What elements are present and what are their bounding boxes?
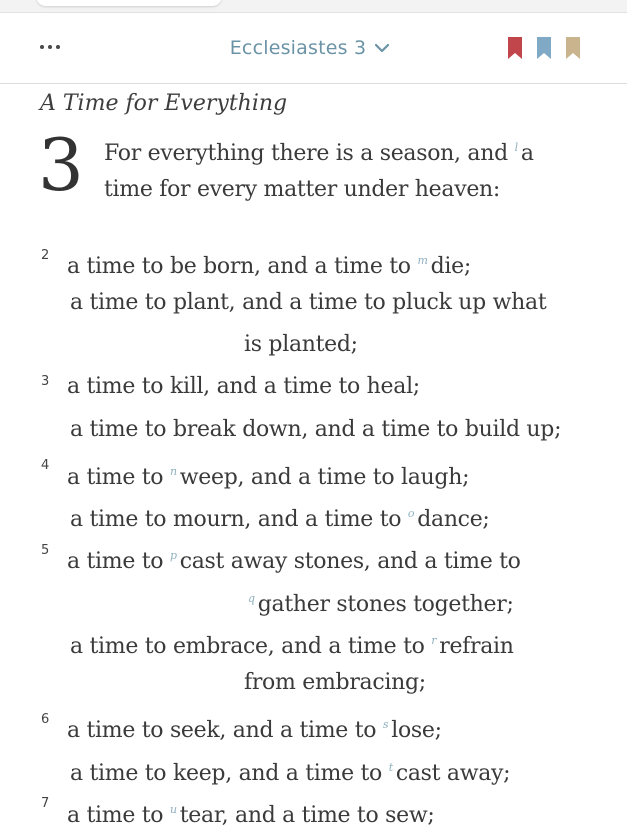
- more-options-button[interactable]: [40, 35, 70, 59]
- footnote-marker[interactable]: q: [248, 592, 255, 605]
- verse-1-line-1: [104, 133, 534, 169]
- verse-text: die;: [430, 254, 471, 279]
- footnote-marker[interactable]: s: [382, 718, 389, 731]
- verse-5-line-2: [248, 584, 514, 620]
- verse-text: refrain: [439, 634, 514, 659]
- verse-text: cast away;: [395, 761, 511, 786]
- verse-text: a: [520, 141, 534, 166]
- verse-text: a time to: [67, 803, 170, 828]
- verse-6-line-2: [70, 753, 510, 789]
- more-dot: [48, 45, 52, 49]
- verse-text: a time to: [67, 465, 170, 490]
- chevron-down-icon: [374, 40, 390, 56]
- chapter-label: Ecclesiastes 3: [229, 37, 367, 59]
- verse-text: a time to: [67, 549, 170, 574]
- more-dot: [56, 45, 60, 49]
- verse-5-line-4: from embracing;: [244, 670, 426, 695]
- verse-text: a time to seek, and a time to: [67, 718, 383, 743]
- verse-3-line-1: a time to kill, and a time to heal;: [67, 374, 420, 399]
- footnote-marker[interactable]: u: [169, 803, 177, 816]
- verse-text: a time to embrace, and a time to: [70, 634, 432, 659]
- footnote-marker[interactable]: p: [169, 549, 177, 562]
- verse-5-line-3: [70, 626, 514, 662]
- verse-1-line-2: time for every matter under heaven:: [104, 177, 501, 202]
- bookmark-group: [508, 37, 580, 59]
- chapter-selector-button[interactable]: [200, 33, 420, 63]
- bookmark-blue-icon[interactable]: [537, 37, 551, 59]
- verse-text: a time to mourn, and a time to: [70, 507, 408, 532]
- verse-text: weep, and a time to laugh;: [179, 465, 470, 490]
- verse-number: 2: [41, 248, 50, 263]
- more-horizontal-icon: [40, 45, 44, 49]
- top-strip: [0, 0, 627, 13]
- verse-text: cast away stones, and a time to: [179, 549, 521, 574]
- verse-number: 3: [41, 374, 50, 389]
- verse-4-line-2: [70, 499, 490, 535]
- verse-text: a time to be born, and a time to: [67, 254, 418, 279]
- search-pill[interactable]: [36, 0, 222, 6]
- footnote-marker[interactable]: n: [169, 465, 177, 478]
- footnote-marker[interactable]: o: [407, 507, 415, 520]
- verse-text: tear, and a time to sew;: [179, 803, 435, 828]
- verse-6-line-1: [67, 710, 442, 746]
- verse-text: a time to keep, and a time to: [70, 761, 389, 786]
- verse-text: lose;: [391, 718, 442, 743]
- verse-2-line-2: a time to plant, and a time to pluck up what: [70, 290, 547, 315]
- verse-number: 4: [41, 458, 50, 473]
- verse-text: gather stones together;: [257, 592, 514, 617]
- footnote-marker[interactable]: r: [431, 634, 437, 647]
- verse-text: dance;: [417, 507, 490, 532]
- verse-number: 5: [41, 543, 50, 558]
- footnote-marker[interactable]: m: [417, 254, 428, 267]
- section-heading: A Time for Everything: [40, 91, 288, 116]
- bookmark-tan-icon[interactable]: [566, 37, 580, 59]
- chapter-number: 3: [38, 123, 84, 207]
- footnote-marker[interactable]: l: [514, 141, 518, 154]
- verse-number: 6: [41, 712, 50, 727]
- verse-3-line-2: a time to break down, and a time to build up;: [70, 417, 562, 442]
- verse-2-line-3: is planted;: [244, 332, 358, 357]
- verse-number: 7: [41, 796, 50, 811]
- verse-2-line-1: [67, 246, 471, 282]
- verse-text: For everything there is a season, and: [104, 141, 515, 166]
- verse-4-line-1: [67, 457, 469, 493]
- verse-7-line-1: [67, 795, 434, 831]
- footnote-marker[interactable]: t: [388, 761, 393, 774]
- verse-5-line-1: [67, 541, 521, 577]
- reader-header: [0, 13, 627, 84]
- bookmark-red-icon[interactable]: [508, 37, 522, 59]
